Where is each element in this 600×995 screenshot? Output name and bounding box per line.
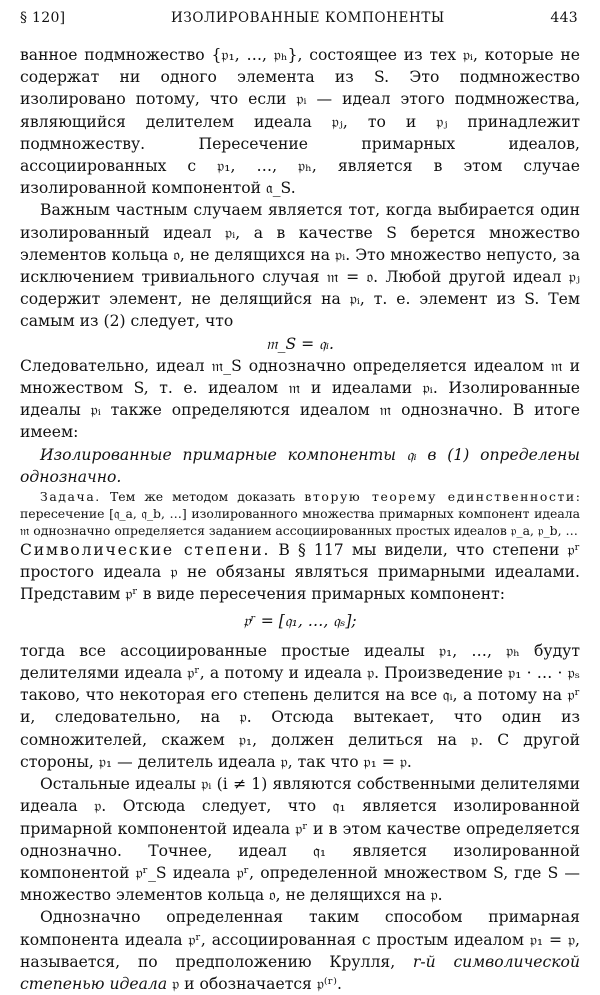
paragraph-8 [20, 906, 580, 995]
section-reference: § 120] [20, 10, 66, 26]
paragraph-7: Остальные идеалы 𝔭ᵢ (i ≠ 1) являются собственными делителями идеала 𝔭. Отсюда следует, что 𝔮₁ является изолированной примарной компонентой идеала 𝔭ʳ и в этом качестве определяется однозначно. Точнее, идеал 𝔮₁ является изолированной компонентой 𝔭ʳ_S идеала 𝔭ʳ, определенной множеством S, где S — множество элементов кольца 𝔬, не делящихся на 𝔭. [20, 775, 580, 905]
section-title: Символические степени. [20, 541, 271, 560]
formula-pr-intersection: 𝔭ʳ = [𝔮₁, …, 𝔮ₛ]; [243, 611, 357, 630]
exercise-text-2: : пересечение [𝔮_a, 𝔮_b, …] изолированного множества примарных компонент идеала 𝔪 однозначно определяется заданием ассоциированных простых идеалов 𝔭_a, 𝔭_b, … [20, 489, 580, 539]
running-head [20, 10, 578, 34]
chapter-title: ИЗОЛИРОВАННЫЕ КОМПОНЕНТЫ [170, 10, 445, 26]
paragraph-5 [20, 539, 580, 606]
exercise-spaced-term: вторую теорему единственности [304, 489, 576, 505]
paragraph-8-text-1: Однозначно определенная таким способом примарная компонента идеала 𝔭ʳ, ассоциированная с простым идеалом 𝔭₁ = 𝔭, называется, по предположению Крулля, [20, 908, 580, 971]
page-number: 443 [550, 10, 578, 26]
page-body [20, 44, 580, 995]
exercise-text-1: Тем же методом доказать [109, 489, 296, 505]
formula-ms-equals-qi: 𝔪_S = 𝔮ᵢ. [265, 334, 335, 353]
paragraph-6: тогда все ассоциированные простые идеалы 𝔭₁, …, 𝔭ₕ будут делителями идеала 𝔭ʳ, а потому и идеала 𝔭. Произведение 𝔭₁ · … · 𝔭ₛ таково, что некоторая его степень делится на все 𝔮ᵢ, а потому на 𝔭ʳ и, следовательно, на 𝔭. Отсюда вытекает, что один из сомножителей, скажем 𝔭₁, должен делиться на 𝔭. С другой стороны, 𝔭₁ — делитель идеала 𝔭, так что 𝔭₁ = 𝔭. [20, 641, 580, 771]
paragraph-1: ванное подмножество {𝔭₁, …, 𝔭ₕ}, состоящее из тех 𝔭ᵢ, которые не содержат ни одного элемента из S. Это подмножество изолировано потому, что если 𝔭ᵢ — идеал этого подмножества, являющийся делителем идеала 𝔭ⱼ, то и 𝔭ⱼ принадлежит подмножеству. Пересечение примарных идеалов, ассоциированных с 𝔭₁, …, 𝔭ₕ, является в этом случае изолированной компонентой 𝔞_S. [20, 46, 580, 198]
paragraph-3: Следовательно, идеал 𝔪_S однозначно определяется идеалом 𝔪 и множеством S, т. е. идеалом 𝔪 и идеалами 𝔭ᵢ. Изолированные идеалы 𝔭ᵢ также определяются идеалом 𝔪 однозначно. В итоге имеем: [20, 356, 580, 442]
paragraph-2: Важным частным случаем является тот, когда выбирается один изолированный идеал 𝔭ᵢ, а в качестве S берется множество элементов кольца 𝔬, не делящихся на 𝔭ᵢ. Это множество непусто, за исключением тривиального случая 𝔪 = 𝔬. Любой другой идеал 𝔭ⱼ содержит элемент, не делящийся на 𝔭ᵢ, т. е. элемент из S. Тем самым из (2) следует, что [20, 201, 580, 331]
theorem-statement: Изолированные примарные компоненты 𝔮ᵢ в (1) определены однозначно. [20, 445, 580, 486]
paragraph-8-text-2: 𝔭 и обозначается 𝔭⁽ʳ⁾. [172, 974, 342, 993]
paragraph-8-italic: r-й символической степенью идеала [20, 952, 580, 993]
exercise-label: Задача. [40, 489, 101, 505]
exercise-block [20, 488, 580, 539]
paragraph-5-text: В § 117 мы видели, что степени 𝔭ʳ простого идеала 𝔭 не обязаны являться примарными идеалами. Представим 𝔭ʳ в виде пересечения примарных компонент: [20, 541, 580, 604]
